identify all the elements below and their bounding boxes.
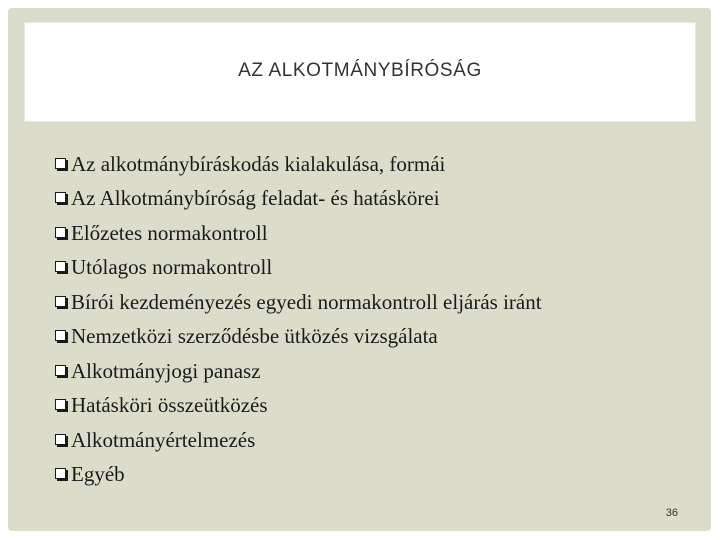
bullet-text: Nemzetközi szerződésbe ütközés vizsgálata bbox=[71, 324, 438, 349]
bullet-text: Utólagos normakontroll bbox=[71, 255, 273, 280]
checkbox-square-icon bbox=[55, 261, 68, 274]
bullet-text: Az alkotmánybíráskodás kialakulása, formái bbox=[71, 151, 446, 176]
bullet-item bbox=[55, 320, 695, 355]
checkbox-square-icon bbox=[55, 227, 68, 240]
checkbox-square-icon bbox=[55, 330, 68, 343]
bullet-item bbox=[55, 216, 695, 251]
bullet-text: Bírói kezdeményezés egyedi normakontroll eljárás iránt bbox=[71, 289, 542, 314]
bullet-text: Előzetes normakontroll bbox=[71, 220, 268, 245]
checkbox-square-icon bbox=[55, 399, 68, 412]
checkbox-square-icon bbox=[55, 434, 68, 447]
bullet-item bbox=[55, 354, 695, 389]
title-box bbox=[24, 22, 696, 122]
bullet-text: Egyéb bbox=[71, 462, 125, 487]
bullet-item bbox=[55, 147, 695, 182]
bullet-item bbox=[55, 458, 695, 493]
bullet-item bbox=[55, 285, 695, 320]
bullet-text: Hatásköri összeütközés bbox=[71, 393, 268, 418]
bullet-item bbox=[55, 251, 695, 286]
bullet-text: Alkotmányértelmezés bbox=[71, 427, 256, 452]
checkbox-square-icon bbox=[55, 158, 68, 171]
slide-title: AZ ALKOTMÁNYBÍRÓSÁG bbox=[238, 60, 482, 81]
bullet-text: Az Alkotmánybíróság feladat- és hatáskörei bbox=[71, 186, 440, 211]
bullet-item bbox=[55, 182, 695, 217]
bullet-text: Alkotmányjogi panasz bbox=[71, 358, 261, 383]
checkbox-square-icon bbox=[55, 296, 68, 309]
bullet-list bbox=[55, 147, 695, 492]
checkbox-square-icon bbox=[55, 192, 68, 205]
page-number: 36 bbox=[665, 507, 678, 519]
checkbox-square-icon bbox=[55, 468, 68, 481]
checkbox-square-icon bbox=[55, 365, 68, 378]
bullet-item bbox=[55, 389, 695, 424]
bullet-item bbox=[55, 423, 695, 458]
